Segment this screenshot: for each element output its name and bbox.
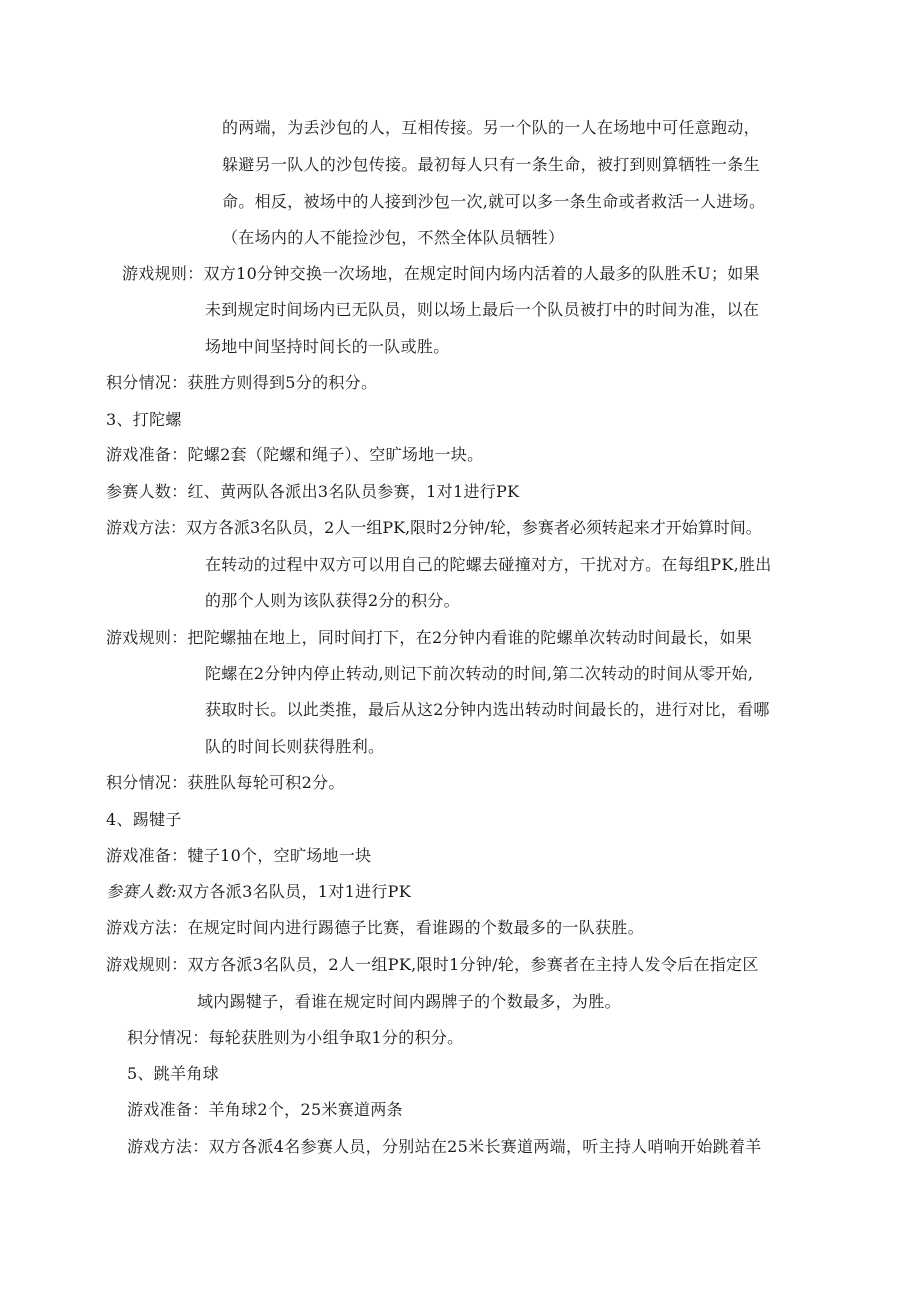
text-line: 的那个人则为该队获得2分的积分。 xyxy=(205,591,460,610)
text-line xyxy=(106,882,411,902)
text-line: 积分情况：每轮获胜则为小组争取1分的积分。 xyxy=(127,1028,464,1047)
text-line: 未到规定时间场内已无队员，则以场上最后一个队员被打中的时间为准，以在 xyxy=(205,300,760,319)
section-heading: 4、踢犍子 xyxy=(106,810,182,829)
section-heading: 5、跳羊角球 xyxy=(127,1064,219,1083)
text-line: 游戏方法：双方各派3名队员，2人一组PK,限时2分钟/轮，参赛者必须转起来才开始算时间。 xyxy=(106,518,762,537)
text-line: 的两端，为丢沙包的人，互相传接。另一个队的一人在场地中可任意跑动， xyxy=(222,118,760,137)
text-line: 游戏规则：双方各派3名队员，2人一组PK,限时1分钟/轮，参赛者在主持人发令后在指定区 xyxy=(106,955,759,974)
text-line: 命。相反，被场中的人接到沙包一次,就可以多一条生命或者救活一人进场。 xyxy=(222,192,766,211)
line-text: 双方各派3名队员，1对1进行PK xyxy=(176,882,411,901)
text-line: 参赛人数：红、黄两队各派出3名队员参赛，1对1进行PK xyxy=(106,482,520,501)
text-line: （在场内的人不能捡沙包，不然全体队员牺牲） xyxy=(222,228,565,247)
text-line: 积分情况：获胜方则得到5分的积分。 xyxy=(106,373,378,392)
text-line: 游戏规则：把陀螺抽在地上，同时间打下，在2分钟内看谁的陀螺单次转动时间最长，如果 xyxy=(106,628,753,647)
italic-label: 参赛人数: xyxy=(106,882,177,901)
text-line: 游戏准备：犍子10个，空旷场地一块 xyxy=(106,846,372,865)
text-line: 积分情况：获胜队每轮可积2分。 xyxy=(106,773,345,792)
text-line: 游戏方法：双方各派4名参赛人员，分别站在25米长赛道两端，听主持人哨响开始跳着羊 xyxy=(127,1137,762,1156)
text-line: 在转动的过程中双方可以用自己的陀螺去碰撞对方，干扰对方。在每组PK,胜出 xyxy=(205,555,772,574)
text-line: 躲避另一队人的沙包传接。最初每人只有一条生命，被打到则算牺牲一条生 xyxy=(222,155,760,174)
text-line: 游戏方法：在规定时间内进行踢德子比赛，看谁踢的个数最多的一队获胜。 xyxy=(106,918,644,937)
text-line: 游戏准备：羊角球2个，25米赛道两条 xyxy=(127,1100,403,1119)
text-line: 域内踢犍子，看谁在规定时间内踢牌子的个数最多，为胜。 xyxy=(197,992,621,1011)
text-line: 场地中间坚持时间长的一队或胜。 xyxy=(205,337,450,356)
text-line: 游戏规则：双方10分钟交换一次场地，在规定时间内场内活着的人最多的队胜禾U；如果 xyxy=(122,264,760,283)
text-line: 陀螺在2分钟内停止转动,则记下前次转动的时间,第二次转动的时间从零开始, xyxy=(205,664,754,683)
text-line: 队的时间长则获得胜利。 xyxy=(205,737,385,756)
text-line: 游戏准备：陀螺2套（陀螺和绳子）、空旷场地一块。 xyxy=(106,445,484,464)
text-line: 获取时长。以此类推，最后从这2分钟内选出转动时间最长的，进行对比，看哪 xyxy=(205,700,770,719)
section-heading: 3、打陀螺 xyxy=(106,410,182,429)
